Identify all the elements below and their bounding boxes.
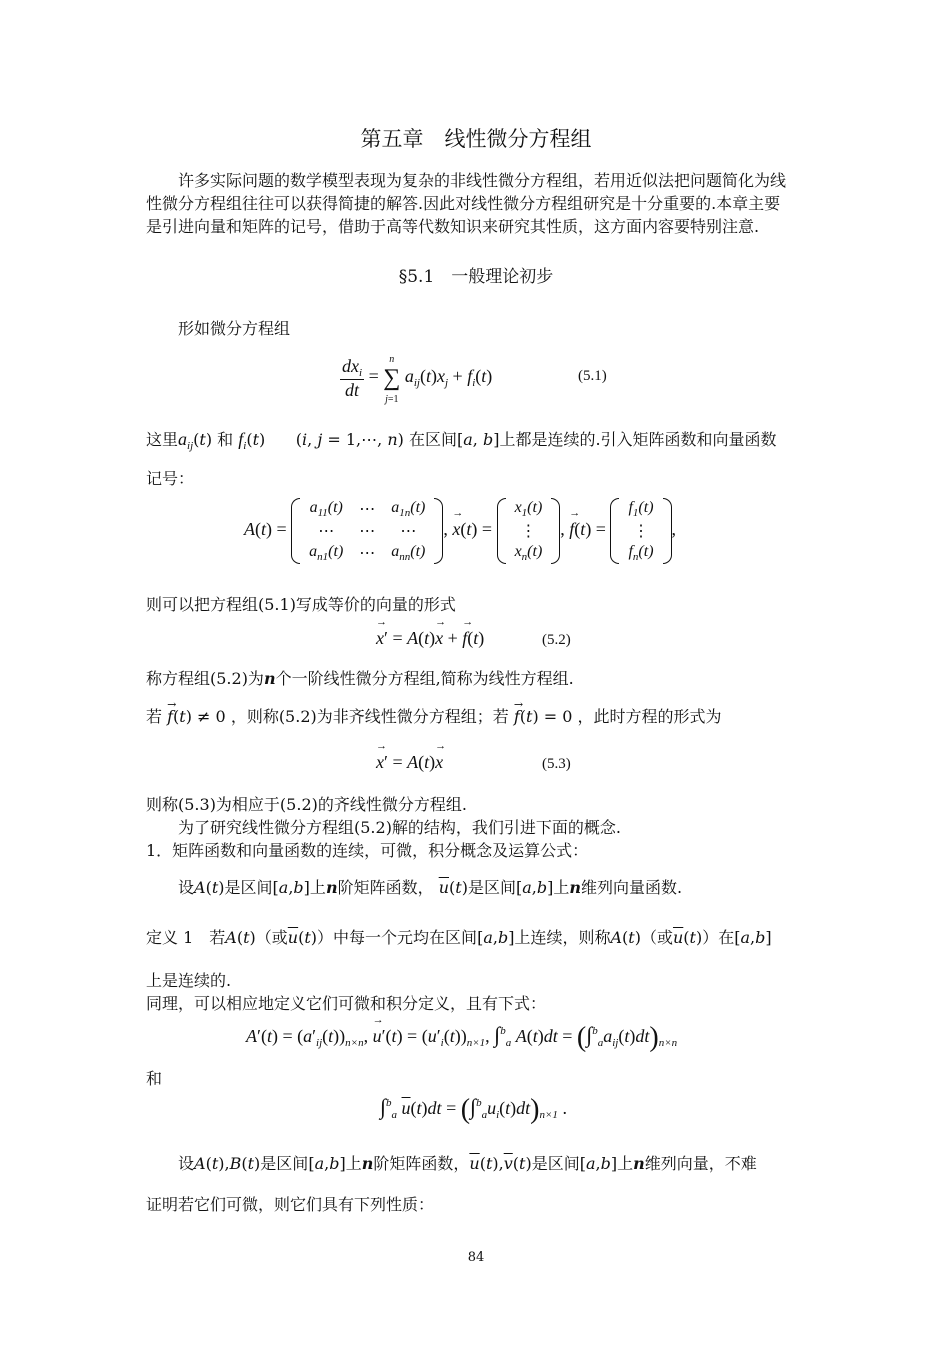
let2-a: 设 (178, 1154, 195, 1173)
eq-5-1-label: (5.1) (578, 368, 607, 384)
definition-1: 定义 1 若A(t)（或$\overline{u}(t)$）中每一个元均在区间[a,b]上连续，则称A(t)（或$\overline{u}(t)$）在[a,b] (146, 928, 772, 947)
def1-d: 上连续，则称 (514, 928, 611, 947)
let2-f: 上 (617, 1154, 634, 1173)
equation-5-3: → x′ = A(t)→ x (376, 752, 443, 773)
call-text-a: 称方程组(5.2)为 (146, 669, 264, 688)
let2-d: 阶矩阵函数， (373, 1154, 470, 1173)
here-line: 这里$a_{ij}(t)$ 和 $f_i(t)$ (i, j = 1,⋯, n) 在区间[a, b]上都是连续的.引入矩阵函数和向量函数 (146, 429, 777, 452)
call-text-b: 个一阶线性微分方程组,简称为线性方程组. (275, 669, 574, 688)
intro-line-2: 性微分方程组往往可以获得简捷的解答.因此对线性微分方程组研究是十分重要的.本章主要 (146, 194, 781, 213)
def1-f: ）在 (702, 928, 735, 947)
def1-a: 定义 1 若 (146, 928, 226, 947)
let2-line: 设A(t),B(t)是区间[a,b]上n阶矩阵函数，$\overline{u}(t),\overline{v}(t)$是区间[a,b]上n维列向量，不难 (178, 1154, 757, 1173)
intro-line-3: 是引进向量和矩阵的记号，借助于高等代数知识来研究其性质，这方面内容要特别注意. (146, 217, 760, 236)
call-line: 称方程组(5.2)为n个一阶线性微分方程组,简称为线性方程组. (146, 669, 574, 688)
here-text-a: 这里 (146, 430, 179, 449)
eq-5-2-label: (5.2) (542, 632, 571, 648)
study-text: 为了研究线性微分方程组(5.2)解的结构，我们引进下面的概念. (178, 818, 622, 837)
chapter-title: 第五章 线性微分方程组 (360, 127, 592, 151)
let-text-b: 是区间 (224, 878, 273, 897)
likewise-text: 同理，可以相应地定义它们可微和积分定义，且有下式： (146, 994, 547, 1013)
page-number: 84 (467, 1250, 485, 1265)
homog-text: 则称(5.3)为相应于(5.2)的齐线性微分方程组. (146, 795, 467, 814)
item-1-heading: 1．矩阵函数和向量函数的连续，可微，积分概念及运算公式： (146, 841, 589, 860)
if-text-c: ，此时方程的形式为 (577, 707, 722, 726)
let2-e: 是区间 (531, 1154, 580, 1173)
vector-x: $x_1(t)$ ⋮ $x_n(t)$ (497, 498, 561, 564)
if-text-a: 若 (146, 707, 163, 726)
let2-b: 是区间 (260, 1154, 309, 1173)
let-text-d: 阶矩阵函数， (337, 878, 434, 897)
def1-c: ）中每一个元均在区间 (317, 928, 478, 947)
def1-continued: 上是连续的. (146, 971, 232, 990)
then-text: 则可以把方程组(5.1)写成等价的向量的形式 (146, 595, 456, 614)
section-title: §5.1 一般理论初步 (398, 267, 554, 287)
def1-b: （或 (255, 928, 288, 947)
let-text-c: 上 (309, 878, 326, 897)
equation-5-2: → x′ = A(t)→ x + → f(t) (376, 628, 484, 649)
equation-5-1: $\frac{dx_i}{dt}$ = n ∑ j=1 $a_{ij}(t)x_j + f_i(t)$ (342, 354, 493, 405)
matrix-definitions: A(t) = $a_{11}(t)$ ⋯ $a_{1n}(t)$ ⋯ ⋯ ⋯ $a_{n1}(t)$ ⋯ $a_{nn}(t)$ , → x(t) = $x_1(t)$ ⋮ $x_n(t)$ , → f(t) = $f_1(t)$ ⋮ $f_n(t)$ , (244, 498, 676, 564)
vector-f: $f_1(t)$ ⋮ $f_n(t)$ (610, 498, 671, 564)
and-text: 和 (146, 1069, 163, 1088)
form-text: 形如微分方程组 (178, 319, 291, 338)
eq-5-3-label: (5.3) (542, 756, 571, 772)
def1-e: （或 (640, 928, 673, 947)
equation-vector-integral: ∫$^b_a$ $\overline{u}(t)dt = (\int^b_au_i(t)dt)_{n\times 1}$ . (380, 1094, 567, 1125)
notation-text: 记号： (146, 469, 195, 488)
let2-g: 维列向量，不难 (644, 1154, 757, 1173)
here-text-d: 上都是连续的.引入矩阵函数和向量函数 (499, 430, 777, 449)
intro-line-1: 许多实际问题的数学模型表现为复杂的非线性微分方程组，若用近似法把问题简化为线 (178, 171, 787, 190)
here-text-c: 在区间 (408, 430, 457, 449)
let-text-e: 是区间 (467, 878, 516, 897)
equation-derivative-integral: $A'(t) = (a'_{ij}(t))_{n\times n}$, → $u'(t) = (u'_i(t))_{n\times 1}$, ∫$^b_a$ $A(t)dt = (\int^b_aa_{ij}(t)dt)_{n\times n}$ (246, 1022, 677, 1054)
if-line: 若 → f(t) ≠ 0 ，则称(5.2)为非齐线性微分方程组；若 → f(t) = 0 ，此时方程的形式为 (146, 706, 722, 728)
let-text-f: 上 (553, 878, 570, 897)
let-text-a: 设 (178, 878, 195, 897)
let-line: 设A(t)是区间[a,b]上n阶矩阵函数， $\overline{u}(t)$是区间[a,b]上n维列向量函数. (178, 878, 683, 897)
if-text-b: ，则称(5.2)为非齐线性微分方程组；若 (230, 707, 509, 726)
let2-c: 上 (345, 1154, 362, 1173)
matrix-a: $a_{11}(t)$ ⋯ $a_{1n}(t)$ ⋯ ⋯ ⋯ $a_{n1}(t)$ ⋯ $a_{nn}(t)$ (291, 498, 443, 564)
let-text-g: 维列向量函数. (581, 878, 683, 897)
let2-continued: 证明若它们可微，则它们具有下列性质： (146, 1195, 435, 1214)
here-text-b: 和 (217, 430, 234, 449)
